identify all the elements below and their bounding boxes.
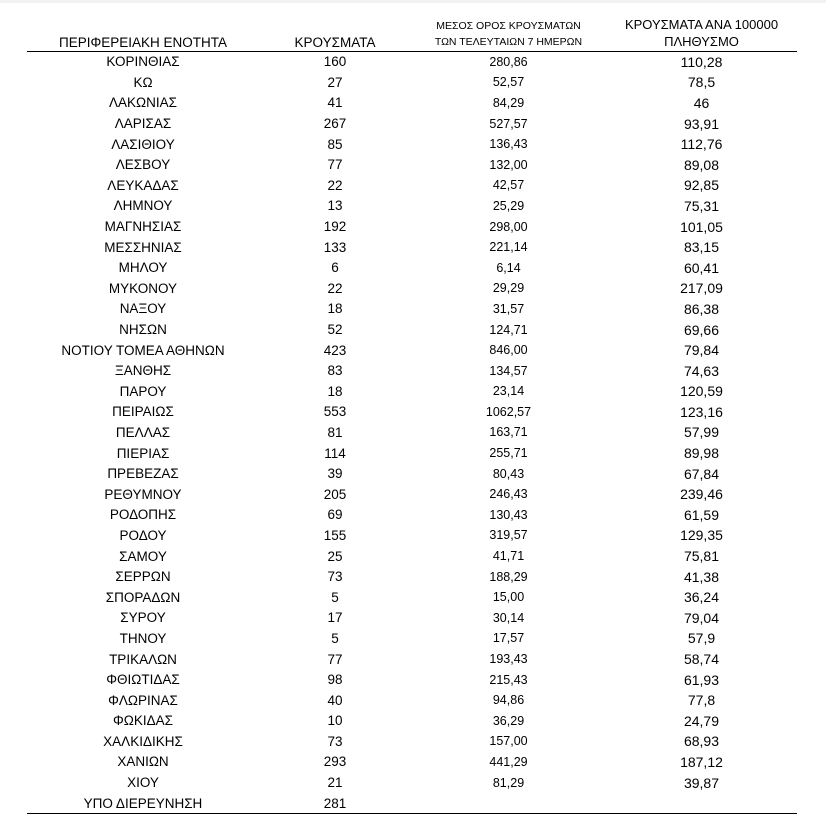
cell-cases-per-100k: 60,41 — [683, 259, 720, 276]
header-7day-average — [411, 6, 606, 51]
cell-cases: 18 — [327, 383, 343, 399]
cell-region: ΠΕΙΡΑΙΩΣ — [112, 404, 174, 420]
cell-region: ΦΛΩΡΙΝΑΣ — [108, 692, 178, 708]
cell-cases-per-100k: 78,5 — [687, 74, 716, 91]
table-row — [27, 793, 797, 814]
cell-region: ΠΑΡΟΥ — [119, 383, 167, 399]
cell-region: ΡΟΔΟΠΗΣ — [109, 507, 177, 523]
cell-cases-per-100k — [606, 793, 797, 814]
cell-7day-average: 246,43 — [489, 487, 528, 502]
cell-7day-average: 30,14 — [492, 610, 525, 625]
cell-cases: 81 — [327, 424, 343, 440]
cell-7day-average: 84,29 — [492, 95, 525, 110]
table-row — [27, 340, 797, 361]
cell-cases-per-100k: 75,81 — [683, 548, 720, 565]
cell-cases: 155 — [323, 527, 347, 543]
table-row — [27, 608, 797, 629]
cell-region: ΧΑΛΚΙΔΙΚΗΣ — [103, 733, 183, 749]
table-row — [27, 72, 797, 93]
table-row — [27, 381, 797, 402]
cell-region: ΣΠΟΡΑΔΩΝ — [105, 589, 181, 605]
cell-region: ΣΥΡΟΥ — [120, 610, 166, 626]
table-row — [27, 360, 797, 381]
table-row — [27, 690, 797, 711]
cell-cases-per-100k: 110,28 — [680, 53, 723, 70]
cell-7day-average: 81,29 — [492, 775, 525, 790]
cell-cases: 114 — [324, 445, 346, 461]
cell-cases-per-100k: 92,85 — [683, 177, 720, 194]
cell-7day-average: 136,43 — [489, 137, 528, 152]
cell-cases-per-100k: 187,12 — [680, 753, 723, 770]
cell-cases-per-100k: 86,38 — [683, 300, 720, 317]
table-row — [27, 546, 797, 567]
cell-region: ΠΡΕΒΕΖΑΣ — [107, 466, 179, 482]
header-cases-per-100k — [606, 6, 797, 51]
cell-region: ΝΑΞΟΥ — [119, 301, 167, 317]
table-row — [27, 525, 797, 546]
cell-cases: 73 — [327, 733, 343, 749]
cell-cases-per-100k: 24,79 — [683, 712, 720, 729]
cell-7day-average: 134,57 — [489, 363, 528, 378]
cell-region: ΞΑΝΘΗΣ — [114, 363, 172, 379]
cell-region: ΜΥΚΟΝΟΥ — [108, 280, 178, 296]
cell-7day-average: 157,00 — [489, 734, 528, 749]
cell-region: ΦΘΙΩΤΙΔΑΣ — [106, 672, 180, 688]
cell-cases-per-100k: 239,46 — [680, 486, 723, 503]
table-row — [27, 51, 797, 72]
cell-region: ΚΩ — [133, 74, 153, 90]
cell-cases: 25 — [327, 548, 343, 564]
cell-7day-average: 31,57 — [492, 301, 525, 316]
cell-7day-average: 255,71 — [489, 446, 528, 461]
cell-cases: 267 — [323, 116, 347, 132]
cell-cases-per-100k: 69,66 — [683, 321, 720, 338]
table-row — [27, 278, 797, 299]
cell-region: ΜΑΓΝΗΣΙΑΣ — [104, 219, 182, 235]
table-row — [27, 93, 797, 114]
cell-cases-per-100k: 67,84 — [683, 465, 720, 482]
cell-region: ΣΕΡΡΩΝ — [115, 569, 171, 585]
cell-cases: 22 — [327, 177, 343, 193]
cell-cases: 27 — [327, 74, 343, 90]
table-row — [27, 196, 797, 217]
header-7day-average-line1: ΜΕΣΟΣ ΟΡΟΣ ΚΡΟΥΣΜΑΤΩΝ — [436, 19, 581, 32]
cell-7day-average: 221,14 — [489, 240, 528, 255]
table-row — [27, 484, 797, 505]
table-row — [27, 505, 797, 526]
cell-cases-per-100k: 123,16 — [680, 403, 723, 420]
cell-region: ΜΗΛΟΥ — [118, 260, 168, 276]
cell-region: ΝΗΣΩΝ — [119, 322, 167, 338]
cell-cases: 98 — [327, 672, 343, 688]
cell-region: ΤΗΝΟΥ — [119, 630, 167, 646]
cell-cases: 18 — [327, 301, 343, 317]
cell-cases-per-100k: 68,93 — [683, 733, 720, 750]
table-row — [27, 443, 797, 464]
cell-region: ΛΗΜΝΟΥ — [113, 198, 173, 214]
cell-7day-average: 130,43 — [489, 507, 528, 522]
header-region — [27, 6, 259, 51]
table-body — [27, 51, 797, 814]
table-row — [27, 113, 797, 134]
cell-region: ΤΡΙΚΑΛΩΝ — [109, 651, 177, 667]
cell-region: ΛΕΣΒΟΥ — [115, 157, 171, 173]
cell-7day-average — [411, 793, 606, 814]
table-row — [27, 134, 797, 155]
table-row — [27, 463, 797, 484]
cell-cases-per-100k: 75,31 — [683, 197, 720, 214]
table-row — [27, 257, 797, 278]
cell-cases: 41 — [327, 95, 343, 111]
cell-cases: 5 — [331, 630, 339, 646]
cell-region: ΚΟΡΙΝΘΙΑΣ — [106, 54, 180, 70]
cell-cases-per-100k: 217,09 — [680, 280, 723, 297]
cell-cases: 553 — [323, 404, 347, 420]
page-top-edge — [0, 0, 826, 3]
cell-cases-per-100k: 83,15 — [683, 239, 720, 256]
cell-cases-per-100k: 46 — [693, 94, 710, 111]
table-row — [27, 731, 797, 752]
cell-cases-per-100k: 57,9 — [687, 630, 716, 647]
cell-cases: 423 — [323, 342, 347, 358]
cell-cases-per-100k: 57,99 — [683, 424, 720, 441]
cell-7day-average: 1062,57 — [485, 404, 532, 419]
cell-cases-per-100k: 120,59 — [680, 383, 723, 400]
cell-cases-per-100k: 79,04 — [683, 609, 720, 626]
table-row — [27, 587, 797, 608]
cell-7day-average: 23,14 — [492, 384, 525, 399]
header-7day-average-line2: ΤΩΝ ΤΕΛΕΥΤΑΙΩΝ 7 ΗΜΕΡΩΝ — [434, 35, 583, 48]
cell-cases-per-100k: 112,76 — [680, 136, 723, 153]
table-row — [27, 237, 797, 258]
cell-cases: 69 — [327, 507, 343, 523]
table-row — [27, 752, 797, 773]
cell-7day-average: 215,43 — [489, 672, 528, 687]
cell-7day-average: 6,14 — [496, 260, 521, 275]
table-row — [27, 711, 797, 732]
cell-cases-per-100k: 61,93 — [683, 671, 720, 688]
cell-region: ΠΙΕΡΙΑΣ — [116, 445, 170, 461]
cell-cases-per-100k: 89,98 — [683, 445, 720, 462]
cell-cases: 192 — [323, 219, 347, 235]
cell-7day-average: 17,57 — [492, 631, 525, 646]
cell-cases: 21 — [327, 775, 343, 791]
cell-region: ΥΠΟ ΔΙΕΡΕΥΝΗΣΗ — [27, 793, 259, 814]
table-row — [27, 216, 797, 237]
cell-cases-per-100k: 79,84 — [683, 342, 720, 359]
cell-7day-average: 193,43 — [489, 652, 528, 667]
cell-7day-average: 163,71 — [489, 425, 528, 440]
cell-region: ΛΑΣΙΘΙΟΥ — [111, 136, 175, 152]
cell-cases: 22 — [327, 280, 343, 296]
cell-cases: 133 — [323, 239, 347, 255]
cell-cases-per-100k: 101,05 — [680, 218, 723, 235]
cell-region: ΝΟΤΙΟΥ ΤΟΜΕΑ ΑΘΗΝΩΝ — [61, 342, 225, 358]
cell-region: ΛΕΥΚΑΔΑΣ — [107, 177, 179, 193]
cell-cases-per-100k: 74,63 — [683, 362, 720, 379]
table-row — [27, 319, 797, 340]
cell-cases: 6 — [331, 260, 339, 276]
cell-7day-average: 124,71 — [489, 322, 528, 337]
cell-7day-average: 441,29 — [489, 754, 528, 769]
cell-cases: 160 — [323, 54, 347, 70]
cell-cases: 39 — [327, 466, 343, 482]
table-header-row — [27, 6, 797, 51]
cell-region: ΡΟΔΟΥ — [119, 527, 167, 543]
cell-cases: 52 — [327, 322, 343, 338]
table-row — [27, 649, 797, 670]
table-row — [27, 175, 797, 196]
cell-7day-average: 846,00 — [489, 343, 528, 358]
cell-region: ΛΑΚΩΝΙΑΣ — [109, 95, 177, 111]
cell-7day-average: 298,00 — [489, 219, 528, 234]
cell-cases-per-100k: 129,35 — [680, 527, 723, 544]
header-region-label: ΠΕΡΙΦΕΡΕΙΑΚΗ ΕΝΟΤΗΤΑ — [58, 34, 228, 50]
header-cases-per-100k-line2: ΠΛΗΘΥΣΜΟ — [664, 33, 739, 49]
header-cases-label: ΚΡΟΥΣΜΑΤΑ — [294, 34, 376, 50]
cell-7day-average: 527,57 — [489, 116, 528, 131]
cell-cases: 205 — [323, 486, 347, 502]
table-row — [27, 422, 797, 443]
cell-7day-average: 94,86 — [492, 693, 525, 708]
cell-7day-average: 42,57 — [492, 178, 525, 193]
cell-7day-average: 280,86 — [489, 54, 528, 69]
cell-cases-per-100k: 77,8 — [687, 692, 716, 709]
cell-7day-average: 29,29 — [492, 281, 525, 296]
cell-region: ΧΑΝΙΩΝ — [117, 754, 169, 770]
cell-cases: 10 — [327, 713, 343, 729]
table-row — [27, 154, 797, 175]
cell-region: ΡΕΘΥΜΝΟΥ — [104, 486, 182, 502]
cell-cases: 281 — [259, 793, 411, 814]
cell-cases: 73 — [327, 569, 343, 585]
cell-cases-per-100k: 39,87 — [683, 774, 720, 791]
cell-7day-average: 25,29 — [492, 198, 525, 213]
cell-7day-average: 80,43 — [492, 466, 525, 481]
cell-region: ΜΕΣΣΗΝΙΑΣ — [104, 239, 182, 255]
cell-cases-per-100k: 41,38 — [683, 568, 720, 585]
cell-region: ΦΩΚΙΔΑΣ — [113, 713, 173, 729]
cell-7day-average: 15,00 — [492, 590, 525, 605]
cell-cases: 40 — [327, 692, 343, 708]
cell-cases: 13 — [327, 198, 343, 214]
cell-cases-per-100k: 61,59 — [683, 506, 720, 523]
cell-7day-average: 36,29 — [492, 713, 525, 728]
cell-cases: 83 — [327, 363, 343, 379]
cell-cases-per-100k: 93,91 — [683, 115, 720, 132]
table-row — [27, 566, 797, 587]
cell-7day-average: 188,29 — [489, 569, 528, 584]
cell-cases-per-100k: 89,08 — [683, 156, 720, 173]
cell-region: ΧΙΟΥ — [127, 775, 159, 791]
cell-cases: 85 — [327, 136, 343, 152]
cell-7day-average: 319,57 — [489, 528, 528, 543]
cell-cases: 77 — [327, 157, 343, 173]
cell-region: ΠΕΛΛΑΣ — [115, 424, 171, 440]
cell-cases-per-100k: 36,24 — [683, 589, 720, 606]
table-row — [27, 772, 797, 793]
table-row — [27, 669, 797, 690]
cell-7day-average: 52,57 — [492, 75, 525, 90]
cell-cases: 77 — [327, 651, 343, 667]
cell-region: ΣΑΜΟΥ — [119, 548, 167, 564]
header-cases — [259, 6, 411, 51]
cell-7day-average: 41,71 — [492, 549, 525, 564]
cell-cases: 293 — [323, 754, 347, 770]
cell-cases-per-100k: 58,74 — [683, 651, 720, 668]
cell-7day-average: 132,00 — [489, 157, 528, 172]
cell-cases: 17 — [327, 610, 343, 626]
header-cases-per-100k-line1: ΚΡΟΥΣΜΑΤΑ ΑΝΑ 100000 — [624, 16, 779, 32]
table-row — [27, 628, 797, 649]
cell-cases: 5 — [331, 589, 339, 605]
table-row — [27, 402, 797, 423]
table-row — [27, 299, 797, 320]
cases-table — [27, 6, 797, 814]
cell-region: ΛΑΡΙΣΑΣ — [114, 116, 172, 132]
